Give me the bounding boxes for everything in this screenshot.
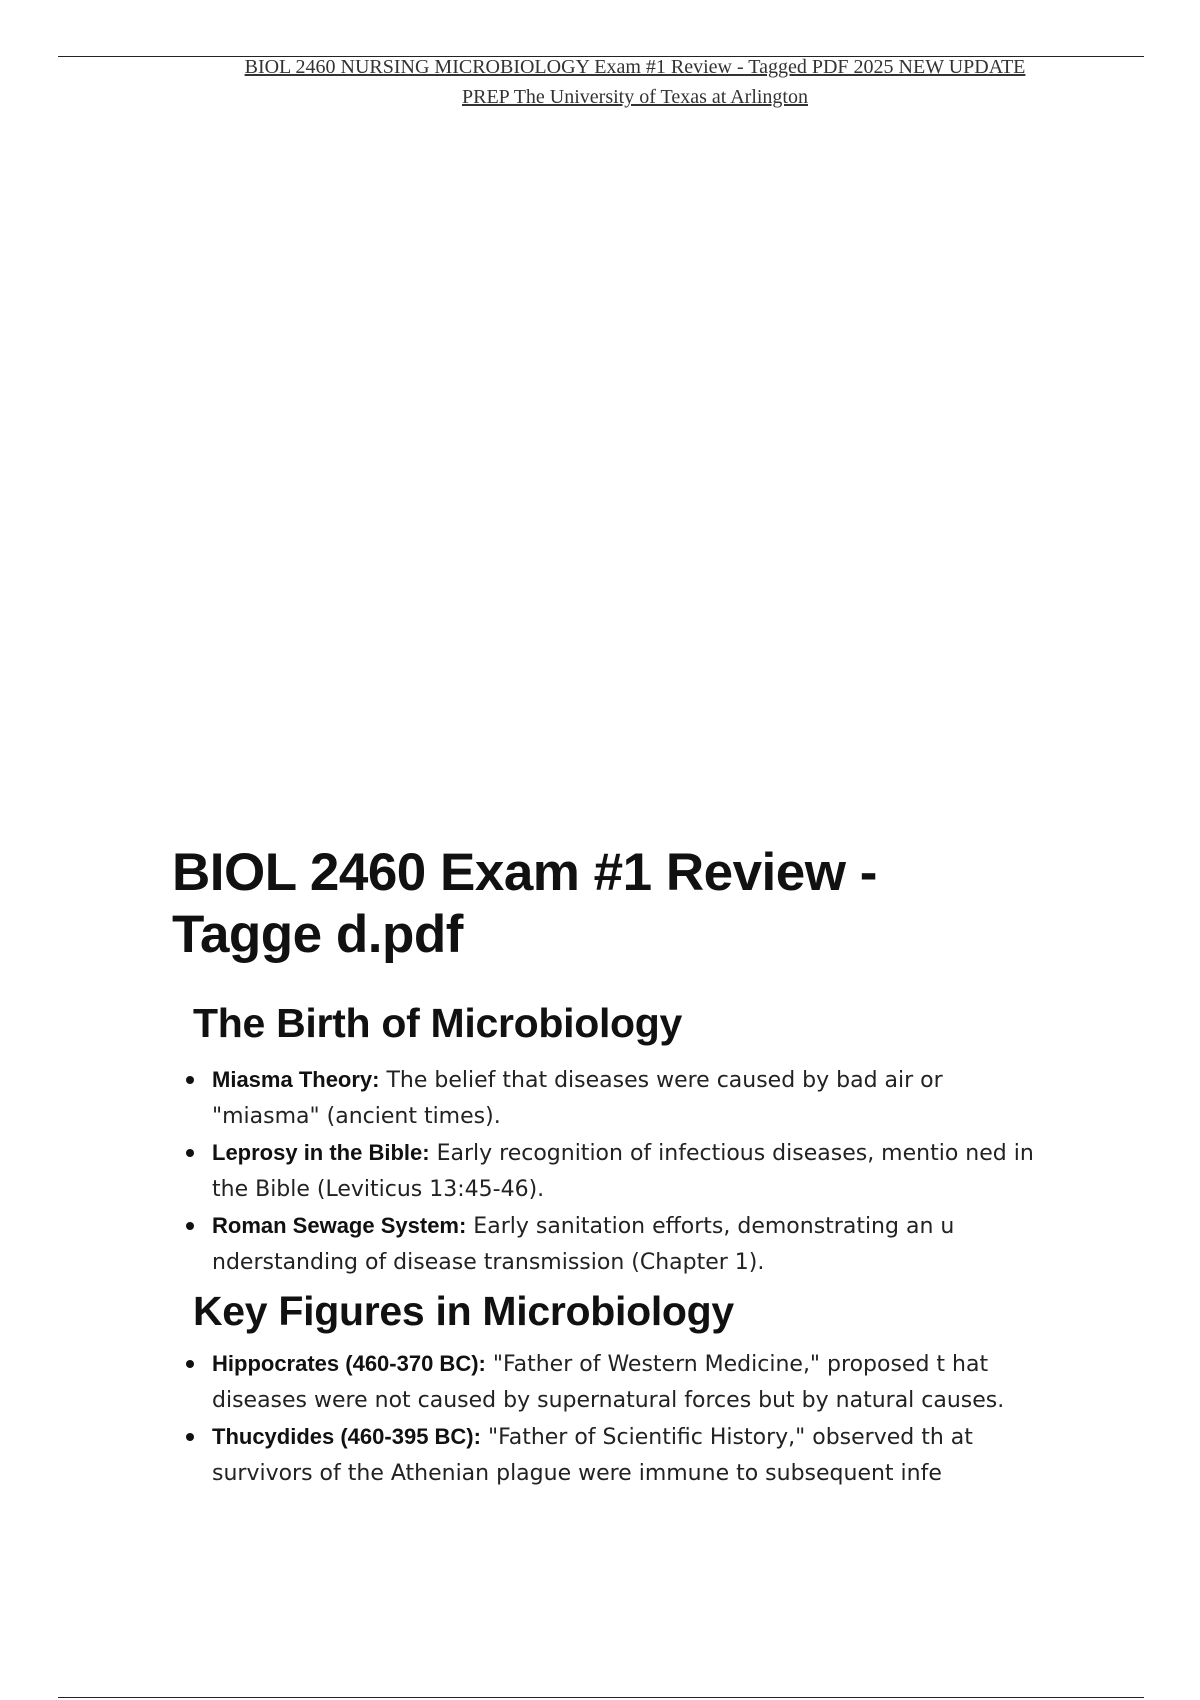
bullet-icon xyxy=(186,1433,194,1441)
running-header-line-1: BIOL 2460 NURSING MICROBIOLOGY Exam #1 Review - Tagged PDF 2025 NEW UPDATE xyxy=(244,56,1026,78)
list-item-term: Miasma Theory: xyxy=(212,1067,380,1092)
list-item-term: Thucydides (460-395 BC): xyxy=(212,1424,481,1449)
footer-rule xyxy=(58,1697,1144,1698)
document-title-line-1: BIOL 2460 Exam #1 Review - xyxy=(172,843,877,902)
key-figures-list xyxy=(182,1346,1042,1492)
bullet-icon xyxy=(186,1360,194,1368)
list-item xyxy=(182,1062,1042,1135)
list-item-term: Leprosy in the Bible: xyxy=(212,1140,430,1165)
document-title xyxy=(172,842,1072,966)
bullet-icon xyxy=(186,1222,194,1230)
list-item-text: "Father of Scientific History," observed th at survivors of the Athenian plague were immune to subsequent infe xyxy=(212,1425,973,1486)
list-item-term: Roman Sewage System: xyxy=(212,1213,467,1238)
running-header-line-2: PREP The University of Texas at Arlington xyxy=(462,86,808,108)
list-item-term: Hippocrates (460-370 BC): xyxy=(212,1351,486,1376)
section-heading-birth-of-microbiology: The Birth of Microbiology xyxy=(193,1000,683,1046)
list-item-text: Early recognition of infectious diseases, mentio ned in the Bible (Leviticus 13:45-46). xyxy=(212,1141,1034,1202)
section-heading-key-figures: Key Figures in Microbiology xyxy=(193,1288,734,1334)
list-item xyxy=(182,1346,1042,1419)
running-header xyxy=(160,52,1110,112)
birth-of-microbiology-list xyxy=(182,1062,1042,1281)
bullet-icon xyxy=(186,1149,194,1157)
list-item xyxy=(182,1419,1042,1492)
list-item-text: "Father of Western Medicine," proposed t hat diseases were not caused by supernatural forces but by natural causes. xyxy=(212,1352,1005,1413)
list-item-text: The belief that diseases were caused by bad air or "miasma" (ancient times). xyxy=(212,1068,943,1129)
list-item xyxy=(182,1135,1042,1208)
bullet-icon xyxy=(186,1076,194,1084)
document-title-line-2: Tagge d.pdf xyxy=(172,905,463,964)
list-item xyxy=(182,1208,1042,1281)
list-item-text: Early sanitation efforts, demonstrating an u nderstanding of disease transmission (Chapter 1). xyxy=(212,1214,955,1275)
